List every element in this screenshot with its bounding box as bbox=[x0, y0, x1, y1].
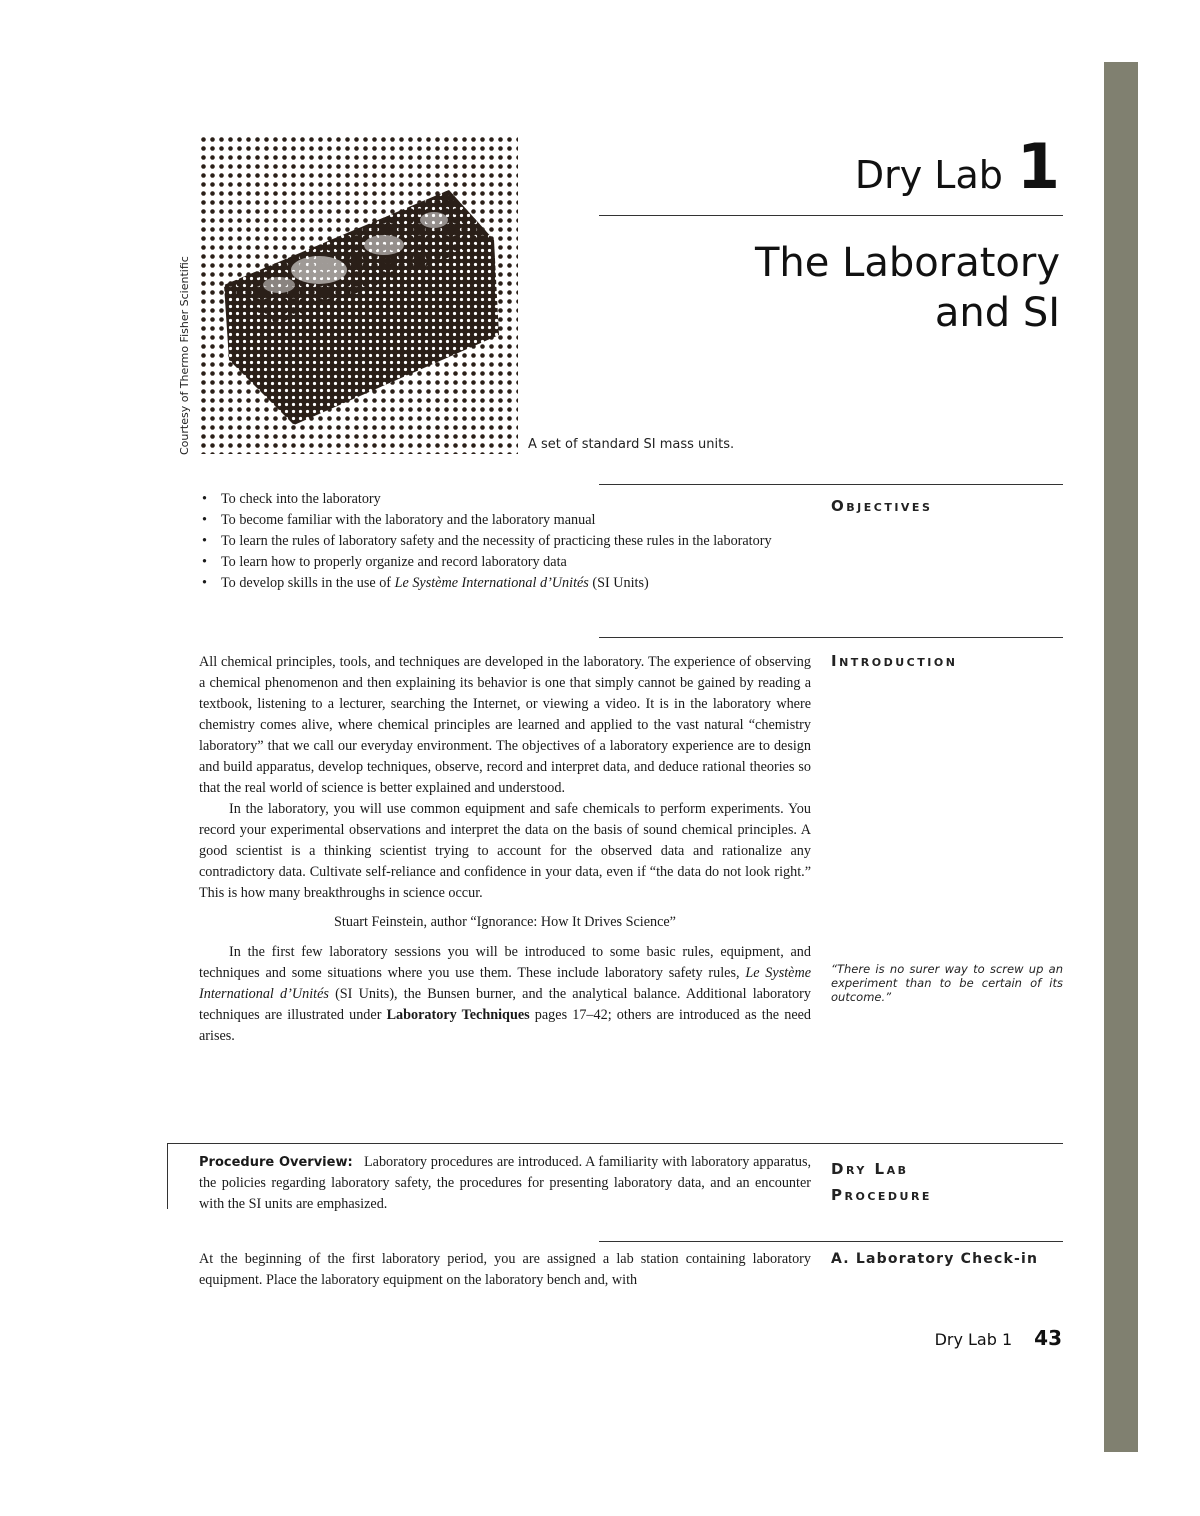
intro-paragraph-3 bbox=[199, 942, 811, 1047]
checkin-rule bbox=[599, 1241, 1063, 1242]
quote-attribution: Stuart Feinstein, author “Ignorance: How It Drives Science” bbox=[334, 914, 676, 930]
objective-text: To develop skills in the use of bbox=[221, 575, 395, 591]
margin-quote: “There is no surer way to screw up an experiment than to be certain of its outcome.” bbox=[831, 962, 1063, 1004]
list-item: • To learn the rules of laboratory safety and the necessity of practicing these rules in the laboratory bbox=[199, 531, 811, 552]
overview-bracket bbox=[167, 1143, 168, 1209]
chapter-title bbox=[600, 238, 1060, 338]
procedure-heading-line1: Dry Lab bbox=[831, 1160, 909, 1178]
chapter-title-line2: and SI bbox=[934, 290, 1060, 336]
paragraph-text: In the first few laboratory sessions you will be introduced to some basic rules, equipment, and techniques and some situations where you use them. These include laboratory safety rules, bbox=[199, 944, 811, 981]
intro-paragraph-2: In the laboratory, you will use common equipment and safe chemicals to perform experiments. You record your experimental observations and interpret the data on the basis of sound chemical principles. A good scientist is a thinking scientist trying to account for the observed data and rationalize any contradictory data. Cultivate self-reliance and confidence in your data, even if “the data do not look right.” This is how many breakthroughs in science occur. bbox=[199, 801, 811, 901]
objective-italic: Le Système International d’Unités bbox=[394, 575, 589, 591]
title-rule bbox=[599, 215, 1063, 216]
checkin-heading: A. Laboratory Check-in bbox=[831, 1251, 1039, 1267]
objectives-heading: Objectives bbox=[831, 497, 933, 515]
list-item bbox=[199, 573, 811, 594]
list-item: • To check into the laboratory bbox=[199, 489, 811, 510]
chapter-title-line1: The Laboratory bbox=[755, 240, 1060, 286]
paragraph-text: (SI Units), the Bunsen burner, and the analytical balance. Additional laboratory techniques are illustrated under bbox=[199, 986, 811, 1023]
list-item: • To become familiar with the laboratory and the laboratory manual bbox=[199, 510, 811, 531]
introduction-body bbox=[199, 652, 811, 1047]
page-footer bbox=[935, 1326, 1062, 1350]
chapter-label-text: Dry Lab bbox=[854, 153, 1003, 197]
list-item: • To learn how to properly organize and record laboratory data bbox=[199, 552, 811, 573]
chapter-label bbox=[855, 130, 1060, 203]
objectives-rule bbox=[599, 484, 1063, 485]
objectives-list bbox=[199, 489, 811, 594]
overview-label: Procedure Overview: bbox=[199, 1155, 353, 1170]
overview-text: Laboratory procedures are introduced. A familiarity with laboratory apparatus, the policies regarding laboratory safety, the procedures for presenting laboratory data, and an encounter with the SI units are emphasized. bbox=[199, 1154, 812, 1212]
procedure-heading bbox=[831, 1156, 1071, 1208]
checkin-body bbox=[199, 1249, 811, 1291]
procedure-overview bbox=[199, 1152, 811, 1215]
objective-text: (SI Units) bbox=[588, 575, 649, 591]
page-edge-bar bbox=[1104, 62, 1138, 1452]
introduction-rule bbox=[599, 637, 1063, 638]
chapter-number: 1 bbox=[1016, 130, 1060, 203]
footer-label: Dry Lab 1 bbox=[934, 1330, 1013, 1349]
paragraph-italic: Le Système International d’Unités bbox=[199, 965, 811, 1002]
figure-caption: A set of standard SI mass units. bbox=[528, 437, 735, 452]
paragraph-text: pages 17–42; others are introduced as the need arises. bbox=[199, 1007, 812, 1044]
procedure-heading-line2: Procedure bbox=[831, 1186, 932, 1204]
photo-credit: Courtesy of Thermo Fisher Scientific bbox=[178, 256, 191, 455]
paragraph-bold: Laboratory Techniques bbox=[386, 1007, 530, 1023]
mass-set-photo bbox=[199, 135, 518, 454]
procedure-rule bbox=[167, 1143, 1063, 1144]
intro-paragraph-1: All chemical principles, tools, and techniques are developed in the laboratory. The experience of observing a chemical phenomenon and then explaining its behavior is one that simply cannot be gained by reading a textbook, listening to a lecturer, searching the Internet, or viewing a video. It is in the laboratory where chemistry comes alive, where chemical principles are learned and applied to the vast natural “chemistry laboratory” that we call our everyday environment. The objectives of a laboratory experience are to design and build apparatus, develop techniques, observe, record and interpret data, and deduce rational theories so that the real world of science is better explained and understood. bbox=[199, 654, 811, 796]
page-number: 43 bbox=[1034, 1326, 1062, 1350]
checkin-paragraph: At the beginning of the first laboratory period, you are assigned a lab station containing laboratory equipment. Place the laboratory equipment on the laboratory bench and, with bbox=[199, 1251, 811, 1288]
introduction-heading: Introduction bbox=[831, 652, 958, 670]
